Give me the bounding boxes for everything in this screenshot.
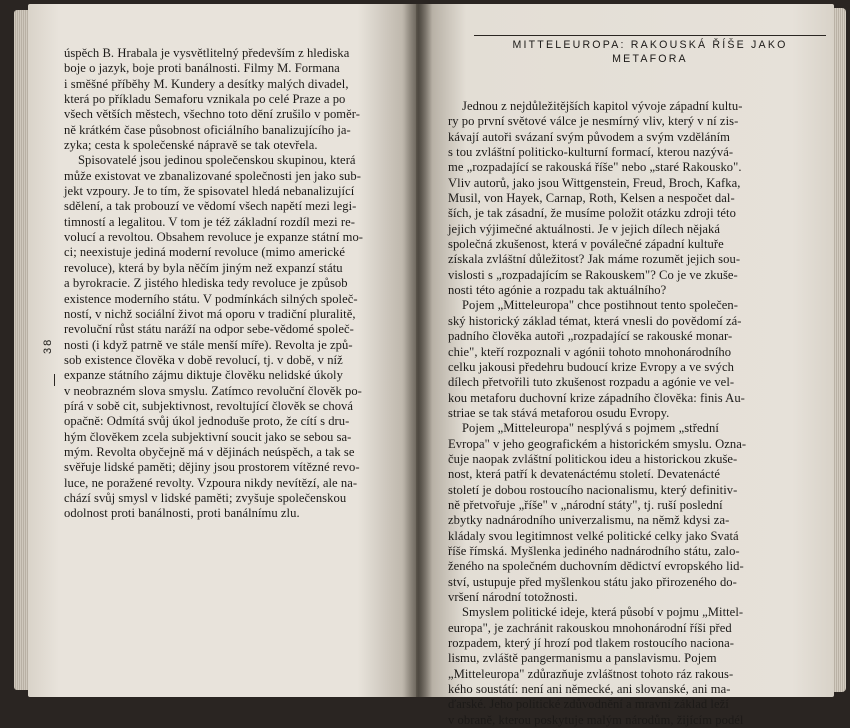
text-line: vislosti s „rozpadajícím se Rakouskem"? Co je ve zkuše- [448, 267, 738, 282]
text-line: timností a legalitou. V tom je též základní rozdíl mezi re- [64, 214, 356, 229]
text-line: zyka; cesta k společenské nápravě se tak otevřela. [64, 138, 318, 153]
text-line: me „rozpadající se rakouská říše" nebo „staré Rakousko". [448, 160, 742, 175]
text-line: Jednou z nejdůležitějších kapitol vývoje západní kultu- [462, 99, 743, 113]
text-line: expanze státního zájmu diktuje člověku nelidské úkoly [64, 368, 343, 383]
text-line: hým člověkem zcela subjektivní soucit jako se sebou sa- [64, 429, 352, 444]
text-line: kého soustátí: není ani německé, ani slovanské, ani ma- [448, 682, 731, 697]
text-line: ně přetvořuje „říše" v „národní státy", tj. ruší poslední [448, 497, 723, 512]
text-line: říše římská. Myšlenka jediného nadnárodního státu, zalo- [448, 543, 740, 558]
page-number: 38 [42, 337, 54, 354]
running-header [474, 35, 826, 66]
left-page [28, 4, 416, 697]
text-line: Pojem „Mitteleuropa" chce postihnout tento společen- [462, 298, 738, 313]
text-line: mým. Revolta obyčejně má v dějinách neúspěch, a tak se [64, 444, 355, 459]
text-line: revoluce), která by byla něčím jiným než expanzí státu [64, 260, 343, 275]
text-line: Musil, von Hayek, Carnap, Roth, Kelsen a nespočet dal- [448, 191, 735, 206]
text-line: i směšné příběhy M. Kundery a desítky malých divadel, [64, 76, 349, 91]
text-line: v obraně, kterou poskytuje malým národům, žijícím podél [448, 712, 744, 727]
text-line: padního člověka autoři „rozpadající se rakouské monar- [448, 329, 733, 344]
text-line: ženého na společném duchovním dědictví evropského lid- [448, 559, 744, 574]
text-line: která po příkladu Semaforu vznikala po celé Praze a po [64, 92, 346, 107]
text-line: nost, která patří k devatenáctému století. Devatenácté [448, 467, 720, 482]
running-header-line2: METAFORA [612, 53, 688, 65]
text-line: kávají autoři svázaní svým původem a svým vzděláním [448, 129, 730, 144]
page-number-rule [54, 374, 55, 386]
text-line: existence moderního státu. V podmínkách silných společ- [64, 291, 358, 306]
text-line: sob existence člověka v době revolucí, tj. v době, v níž [64, 352, 343, 367]
text-line: ský historický základ témat, která vnesli do povědomí zá- [448, 313, 742, 328]
text-line: jejich výjimečné aktuálnosti. Je v jejich dílech nějaká [448, 221, 721, 236]
text-line: ství, ustupuje před myšlenkou státu jako přirozeného do- [448, 574, 737, 589]
text-line: luce, ne poražené revolty. Vzpoura nikdy nevítězí, ale na- [64, 475, 358, 490]
text-line: nosti této agónie a rozpadu tak aktuálního? [448, 283, 667, 298]
right-page-edges [832, 8, 846, 692]
text-line: ci; neexistuje jediná moderní revoluce (mimo americké [64, 245, 346, 260]
text-line: ností, v nichž sociální život má oporu v tradiční pluralitě, [64, 306, 356, 321]
text-line: revoluční růst státu naráží na odpor sebe-vědomé společ- [64, 322, 354, 337]
text-line: ších, je tak zásadní, že musíme položit otázku zdroji této [448, 206, 736, 221]
text-line: čuje naopak zvláštní politickou ideu a historickou zkuše- [448, 451, 738, 466]
text-line: Smyslem politické ideje, která působí v pojmu „Mittel- [462, 605, 744, 620]
text-line: jekt vzpoury. Je to tím, že spisovatel hledá nebanalizující [64, 184, 355, 199]
text-line: opačně: Odmítá svůj úkol jednoduše proto, že cítí s dru- [64, 414, 350, 429]
text-line: svěřuje lidské paměti; dějiny jsou prostorem vítězné revo- [64, 460, 360, 475]
right-page [416, 4, 834, 727]
text-line: může existovat ve zbanalizované společnosti jen jako sub- [64, 168, 361, 183]
text-line: kou metaforu duchovní krize západního člověka: finis Au- [448, 390, 745, 405]
text-line: získala zvláštní důležitost? Jak máme rozumět jejich sou- [448, 252, 741, 267]
right-page-text [448, 99, 822, 728]
text-line: Spisovatelé jsou jedinou společenskou skupinou, která [78, 153, 356, 168]
text-line: chází svůj smysl v lidské paměti; zvyšuje společenskou [64, 490, 347, 505]
text-line: všech větších městech, všechno toto dění zrušilo v poměr- [64, 107, 361, 122]
text-line: lismu, zvláště pangermanismu a panslavismu. Pojem [448, 651, 717, 666]
text-line: a byrokracie. Z jistého hlediska tedy revoluce je způsob [64, 276, 348, 291]
text-line: „Mitteleuropa" zdůrazňuje zvláštnost tohoto ráz rakous- [448, 666, 734, 681]
text-line: ry po první světové válce je nesmírný vliv, který v ní zis- [448, 114, 739, 129]
running-header-line1: MITTELEUROPA: RAKOUSKÁ ŘÍŠE JAKO [512, 39, 788, 51]
text-line: století je dobou rostoucího nacionalismu, který definitiv- [448, 482, 738, 497]
text-line: pírá v sobě cit, subjektivnost, revoltující člověk se chová [64, 398, 354, 413]
text-line: celku jakousi předehru budoucí krize Evropy a ve svých [448, 359, 734, 374]
text-line: zbytky nadnárodního univerzalismu, na němž kdysi za- [448, 513, 730, 528]
text-line: volucí a revoltou. Obsahem revoluce je expanze státní mo- [64, 230, 364, 245]
text-line: Vliv autorů, jako jsou Wittgenstein, Freud, Broch, Kafka, [448, 175, 741, 190]
text-line: boje o jazyk, boje proti banálnosti. Filmy M. Formana [64, 61, 340, 76]
text-line: sdělení, a tak probouzí ve vědomí všech napětí mezi legi- [64, 199, 357, 214]
left-page-text [64, 46, 412, 522]
text-line: Pojem „Mitteleuropa" nesplývá s pojmem „střední [462, 421, 719, 436]
text-line: nosti (i když patrně ve stále menší míře). Revolta je způ- [64, 337, 353, 352]
text-line: v neobrazném slova smyslu. Zatímco revoluční člověk po- [64, 383, 362, 398]
text-line: vršení národní totožnosti. [448, 590, 578, 604]
text-line: striae se tak stává metaforou osudu Evropy. [448, 405, 670, 420]
text-line: kládaly svou legitimnost velké politické celky jako Svatá [448, 528, 739, 543]
open-book [6, 0, 848, 727]
text-line: úspěch B. Hrabala je vysvětlitelný především z hlediska [64, 46, 350, 60]
text-line: chie", kteří rozpoznali v agónii tohoto mnohonárodního [448, 344, 732, 359]
text-line: odolnost proti banálnosti, proti banálnímu zlu. [64, 506, 300, 521]
text-line: ďarské. Jeho politické zdůvodnění a mravní základ leží [448, 697, 729, 712]
text-line: dílech přetvořili tuto zkušenost rozpadu a agónie ve vel- [448, 375, 735, 390]
text-line: s tou zvláštní politicko-kulturní formací, kterou nazývá- [448, 145, 734, 160]
text-line: ně krátkém čase působnost oficiálního banalizujícího ja- [64, 122, 351, 137]
text-line: rozpadem, který jí hrozí pod tlakem rostoucího naciona- [448, 636, 735, 651]
text-line: europa", je zachránit rakouskou mnohonárodní říši před [448, 620, 732, 635]
text-line: společná zkušenost, která v poválečné západní kultuře [448, 237, 724, 252]
text-line: Evropa" v jeho geografickém a historickém smyslu. Ozna- [448, 436, 747, 451]
